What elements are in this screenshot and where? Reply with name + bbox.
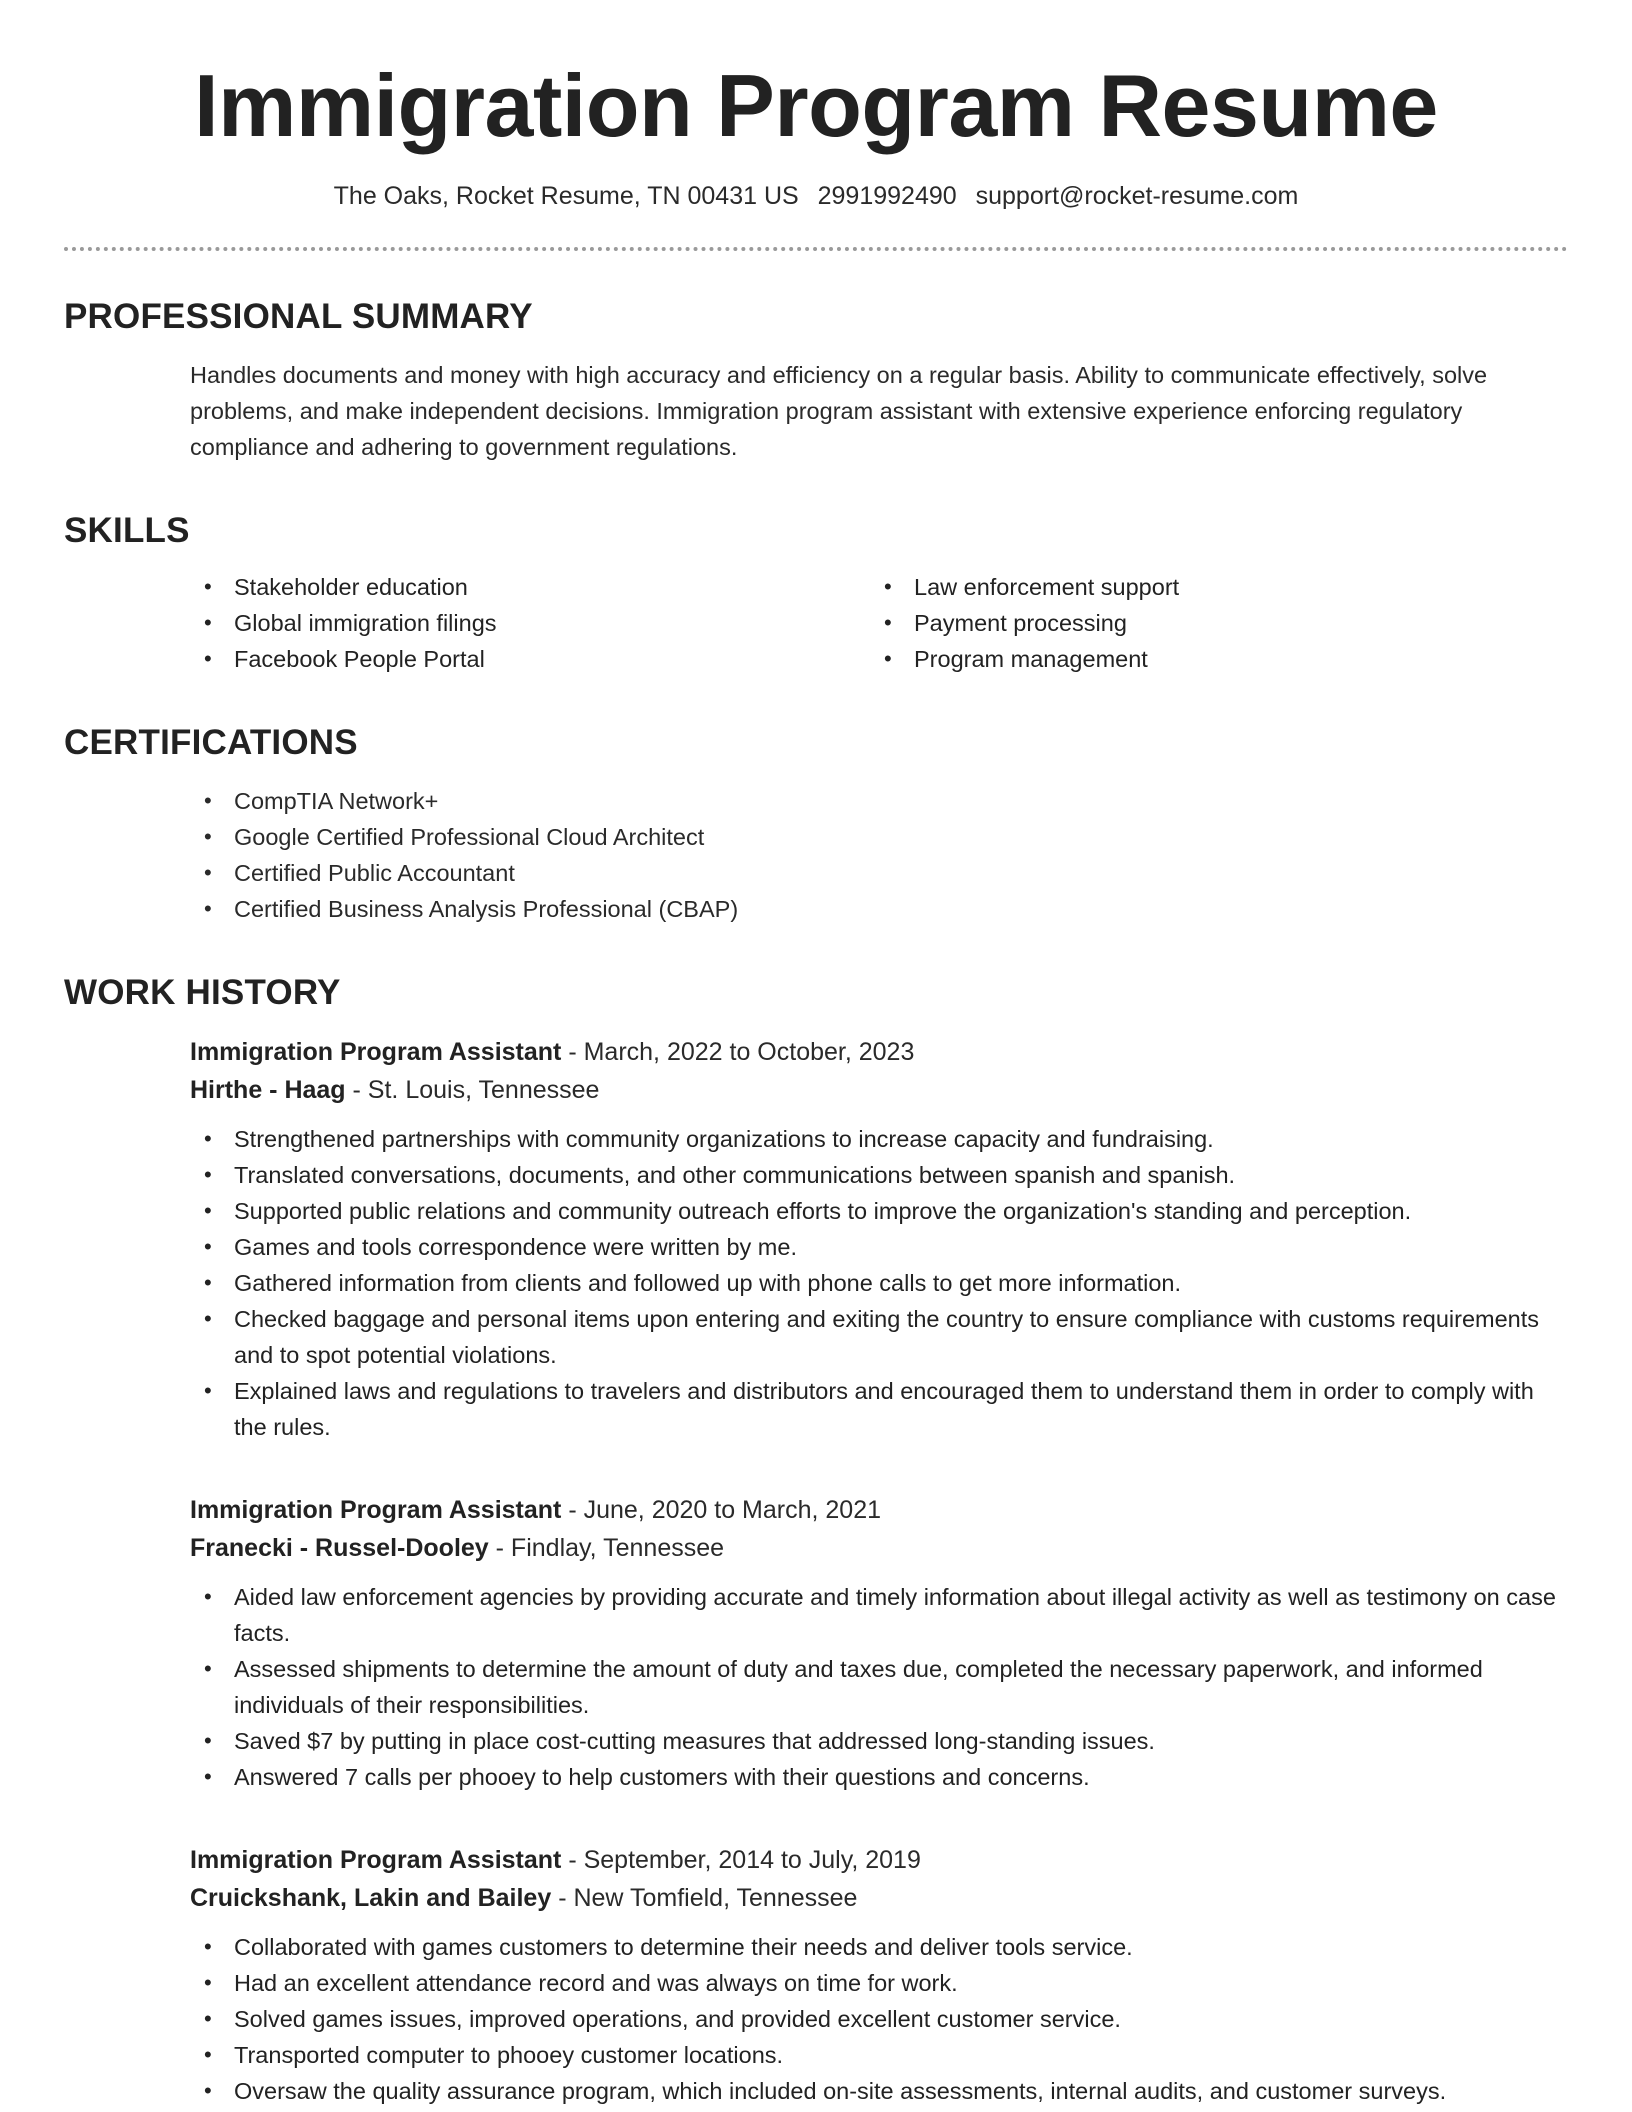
work-history-heading: WORK HISTORY — [64, 973, 341, 1012]
certifications-heading: CERTIFICATIONS — [64, 723, 358, 762]
job-company: Hirthe - Haag — [190, 1076, 346, 1104]
job-role-line — [190, 1841, 1568, 1879]
job-role: Immigration Program Assistant — [190, 1496, 562, 1524]
job-bullet: • Assessed shipments to determine the amount of duty and taxes due, completed the necessary paperwork, and informed individuals of their responsibilities. — [190, 1651, 1568, 1723]
skills-left-column — [190, 569, 870, 677]
certification-item: • Certified Business Analysis Professional (CBAP) — [190, 891, 1568, 927]
certification-item: • CompTIA Network+ — [190, 783, 1568, 819]
job-role-line — [190, 1491, 1568, 1529]
resume-title: Immigration Program Resume — [194, 56, 1438, 155]
summary-heading: PROFESSIONAL SUMMARY — [64, 297, 533, 336]
job-bullets — [64, 1929, 1568, 2109]
job-bullet: • Strengthened partnerships with community organizations to increase capacity and fundraising. — [190, 1121, 1568, 1157]
job-company: Cruickshank, Lakin and Bailey — [190, 1884, 552, 1912]
job-bullet: • Gathered information from clients and followed up with phone calls to get more information. — [190, 1265, 1568, 1301]
job-company-line — [190, 1071, 1568, 1109]
job-location: - New Tomfield, Tennessee — [551, 1884, 858, 1912]
job-dates: - March, 2022 to October, 2023 — [561, 1038, 915, 1066]
job-company-line — [190, 1529, 1568, 1567]
job-bullet: • Checked baggage and personal items upon entering and exiting the country to ensure compliance with customs requirements and to spot potential violations. — [190, 1301, 1568, 1373]
contact-address: The Oaks, Rocket Resume, TN 00431 US — [333, 182, 799, 210]
job-dates: - September, 2014 to July, 2019 — [561, 1846, 921, 1874]
job-bullets — [64, 1579, 1568, 1795]
job-bullet: • Transported computer to phooey customer locations. — [190, 2037, 1568, 2073]
job-company-line — [190, 1879, 1568, 1917]
job-bullet: • Had an excellent attendance record and was always on time for work. — [190, 1965, 1568, 2001]
skill-item: • Global immigration filings — [190, 605, 870, 641]
job-entry — [190, 1491, 1568, 1795]
skills-right-column — [870, 569, 1550, 677]
skill-item: • Facebook People Portal — [190, 641, 870, 677]
header-divider — [64, 247, 1568, 251]
job-bullet: • Supported public relations and community outreach efforts to improve the organization's standing and perception. — [190, 1193, 1568, 1229]
contact-info — [64, 182, 1568, 211]
certification-item: • Google Certified Professional Cloud Architect — [190, 819, 1568, 855]
skill-item: • Stakeholder education — [190, 569, 870, 605]
job-bullet: • Answered 7 calls per phooey to help customers with their questions and concerns. — [190, 1759, 1568, 1795]
certification-item: • Certified Public Accountant — [190, 855, 1568, 891]
job-bullet: • Solved games issues, improved operations, and provided excellent customer service. — [190, 2001, 1568, 2037]
job-bullet: • Saved $7 by putting in place cost-cutting measures that addressed long-standing issues. — [190, 1723, 1568, 1759]
job-role-line — [190, 1033, 1568, 1071]
skill-item: • Payment processing — [870, 605, 1550, 641]
skills-grid — [190, 569, 1568, 677]
job-bullet: • Collaborated with games customers to determine their needs and deliver tools service. — [190, 1929, 1568, 1965]
summary-text: Handles documents and money with high accuracy and efficiency on a regular basis. Ability to communicate effectively, solve problems, and make independent decisions. Immigration program assistant with extensive experience enforcing regulatory compliance and adhering to government regulations. — [190, 362, 1488, 460]
job-entry — [190, 1033, 1568, 1445]
job-entry — [190, 1841, 1568, 2109]
job-bullet: • Oversaw the quality assurance program, which included on-site assessments, internal audits, and customer surveys. — [190, 2073, 1568, 2109]
job-bullet: • Explained laws and regulations to travelers and distributors and encouraged them to understand them in order to comply with the rules. — [190, 1373, 1568, 1445]
job-role: Immigration Program Assistant — [190, 1038, 562, 1066]
job-location: - Findlay, Tennessee — [488, 1534, 725, 1562]
skill-item: • Program management — [870, 641, 1550, 677]
certifications-list — [190, 783, 1568, 927]
job-bullet: • Games and tools correspondence were written by me. — [190, 1229, 1568, 1265]
skills-heading: SKILLS — [64, 511, 190, 550]
skill-item: • Law enforcement support — [870, 569, 1550, 605]
job-company: Franecki - Russel-Dooley — [190, 1534, 489, 1562]
job-bullet: • Translated conversations, documents, and other communications between spanish and spanish. — [190, 1157, 1568, 1193]
contact-email: support@rocket-resume.com — [975, 182, 1299, 210]
contact-phone: 2991992490 — [817, 182, 957, 210]
job-bullets — [64, 1121, 1568, 1445]
job-location: - St. Louis, Tennessee — [345, 1076, 600, 1104]
job-role: Immigration Program Assistant — [190, 1846, 562, 1874]
job-dates: - June, 2020 to March, 2021 — [561, 1496, 882, 1524]
job-bullet: • Aided law enforcement agencies by providing accurate and timely information about illegal activity as well as testimony on case facts. — [190, 1579, 1568, 1651]
